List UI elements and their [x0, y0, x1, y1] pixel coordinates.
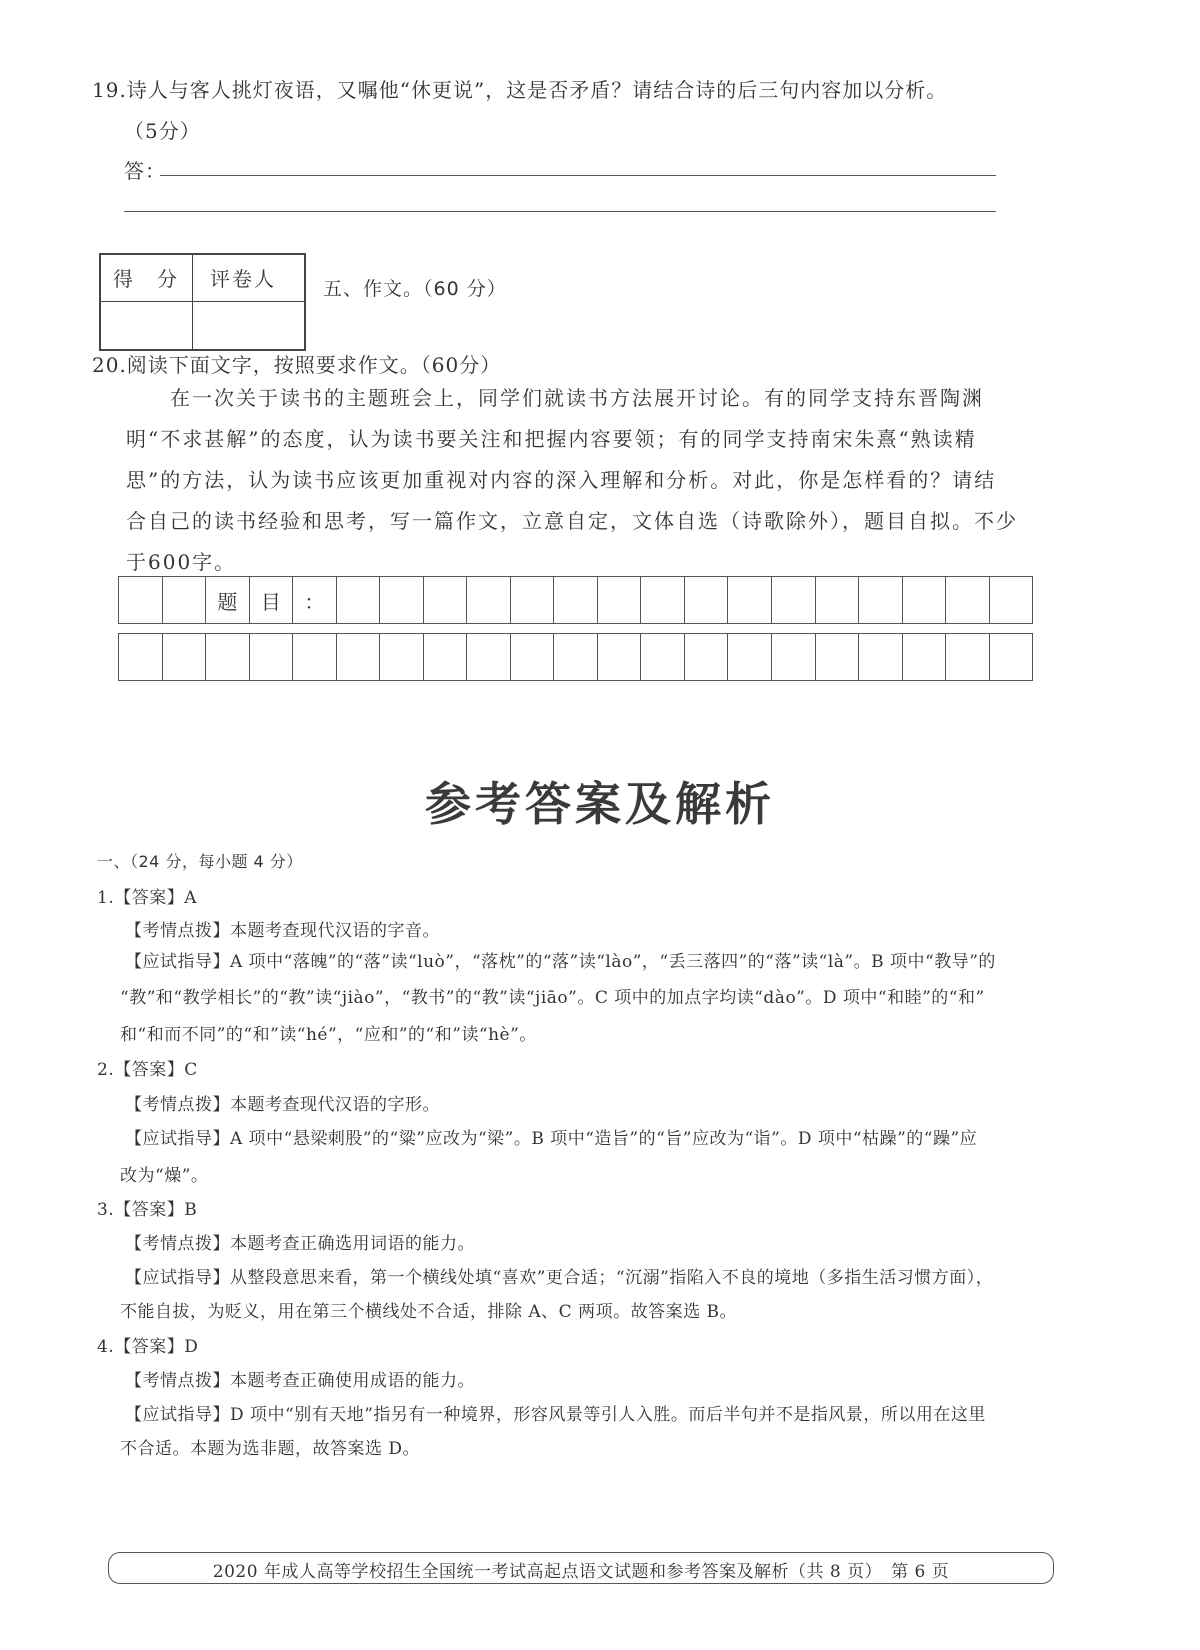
- grid-cell[interactable]: [424, 634, 468, 680]
- q20-prompt: [126, 378, 1056, 583]
- page-footer: [108, 1552, 1054, 1584]
- grid-cell[interactable]: [859, 634, 903, 680]
- answer-explanation-line: 【应试指导】A 项中“落魄”的“落”读“luò”，“落枕”的“落”读“lào”，“丢三落四”的“落”读“là”。B 项中“教导”的: [125, 952, 996, 972]
- grid-cell[interactable]: [163, 577, 207, 623]
- grid-cell[interactable]: [816, 634, 860, 680]
- grid-cell[interactable]: [206, 634, 250, 680]
- grid-cell[interactable]: [467, 634, 511, 680]
- score-table-header-grader: 评卷人: [210, 267, 276, 291]
- grid-cell[interactable]: 题: [206, 577, 250, 623]
- grid-cell[interactable]: [685, 577, 729, 623]
- grid-cell[interactable]: [816, 577, 860, 623]
- grid-cell[interactable]: [728, 577, 772, 623]
- grid-cell[interactable]: [772, 634, 816, 680]
- answer-explanation-line: 【应试指导】从整段意思来看，第一个横线处填“喜欢”更合适；“沉溺”指陷入不良的境地（多指生活习惯方面），: [125, 1268, 994, 1288]
- grid-cell[interactable]: [641, 577, 685, 623]
- answer-explanation-line: 改为“燥”。: [120, 1166, 209, 1186]
- grid-cell[interactable]: [467, 577, 511, 623]
- title-grid-row[interactable]: [118, 576, 1033, 624]
- grid-cell[interactable]: 目: [250, 577, 294, 623]
- q19-points: （5分）: [124, 119, 201, 143]
- answer-explanation-line: 【应试指导】D 项中“别有天地”指另有一种境界，形容风景等引人入胜。而后半句并不是指风景，所以用在这里: [125, 1405, 986, 1425]
- grid-cell[interactable]: [990, 577, 1033, 623]
- grid-cell[interactable]: [685, 634, 729, 680]
- grid-cell[interactable]: [293, 634, 337, 680]
- grid-cell[interactable]: [119, 577, 163, 623]
- answers-title: 参考答案及解析: [425, 777, 775, 831]
- q20-prompt-line: 在一次关于读书的主题班会上，同学们就读书方法展开讨论。有的同学支持东晋陶渊: [170, 386, 984, 410]
- grid-cell[interactable]: [511, 577, 555, 623]
- grid-cell[interactable]: [728, 634, 772, 680]
- grid-cell[interactable]: ：: [293, 577, 337, 623]
- grid-cell[interactable]: [903, 634, 947, 680]
- answer-explanation-line: 【考情点拨】本题考查现代汉语的字形。: [125, 1095, 440, 1115]
- q20-prompt-line: 合自己的读书经验和思考，写一篇作文，立意自定，文体自选（诗歌除外），题目自拟。不少: [126, 509, 1018, 533]
- q20-stem: 20.阅读下面文字，按照要求作文。（60分）: [92, 353, 502, 377]
- grid-cell[interactable]: [424, 577, 468, 623]
- answer-line-2[interactable]: [124, 211, 996, 212]
- answer-key-line: 3.【答案】B: [97, 1200, 198, 1220]
- writing-grid-row[interactable]: [118, 633, 1033, 681]
- grid-cell[interactable]: [903, 577, 947, 623]
- grid-cell[interactable]: [511, 634, 555, 680]
- answer-key-line: 4.【答案】D: [97, 1337, 199, 1357]
- q19-answer-label: 答：: [124, 159, 166, 183]
- score-table: [99, 253, 306, 351]
- score-table-header-score: 得 分: [113, 267, 179, 291]
- q20-prompt-line: 明“不求甚解”的态度，认为读书要关注和把握内容要领；有的同学支持南宋朱熹“熟读精: [126, 427, 977, 451]
- answer-key-line: 2.【答案】C: [97, 1060, 198, 1080]
- grid-cell[interactable]: [380, 577, 424, 623]
- grid-cell[interactable]: [990, 634, 1033, 680]
- grid-cell[interactable]: [598, 634, 642, 680]
- answer-explanation-line: 【应试指导】A 项中“悬梁刺股”的“粱”应改为“梁”。B 项中“造旨”的“旨”应改为“诣”。D 项中“枯躁”的“躁”应: [125, 1129, 978, 1149]
- grid-cell[interactable]: [946, 577, 990, 623]
- grid-cell[interactable]: [859, 577, 903, 623]
- answer-explanation-line: “教”和“教学相长”的“教”读“jiào”，“教书”的“教”读“jiāo”。C 项中的加点字均读“dào”。D 项中“和睦”的“和”: [120, 988, 985, 1008]
- grid-cell[interactable]: [641, 634, 685, 680]
- grid-cell[interactable]: [946, 634, 990, 680]
- section5-title: 五、作文。（60 分）: [323, 278, 507, 300]
- answers-section1: 一、（24 分，每小题 4 分）: [97, 852, 303, 871]
- answer-explanation-line: 【考情点拨】本题考查正确使用成语的能力。: [125, 1371, 475, 1391]
- grid-cell[interactable]: [337, 577, 381, 623]
- q20-prompt-line: 于600字。: [126, 550, 237, 574]
- q19-stem: 19.诗人与客人挑灯夜语，又嘱他“休更说”，这是否矛盾？请结合诗的后三句内容加以分析。: [92, 78, 948, 102]
- answer-key-line: 1.【答案】A: [97, 888, 197, 908]
- q20-prompt-line: 思”的方法，认为读书应该更加重视对内容的深入理解和分析。对此，你是怎样看的？请结: [126, 468, 997, 492]
- answer-line-1[interactable]: [160, 175, 996, 176]
- grid-cell[interactable]: [337, 634, 381, 680]
- grid-cell[interactable]: [119, 634, 163, 680]
- grid-cell[interactable]: [250, 634, 294, 680]
- grid-cell[interactable]: [554, 634, 598, 680]
- grid-cell[interactable]: [163, 634, 207, 680]
- grid-cell[interactable]: [772, 577, 816, 623]
- answer-explanation-line: 不能自拔，为贬义，用在第三个横线处不合适，排除 A、C 两项。故答案选 B。: [120, 1302, 737, 1322]
- answer-explanation-line: 和“和而不同”的“和”读“hé”，“应和”的“和”读“hè”。: [120, 1025, 537, 1045]
- grid-cell[interactable]: [554, 577, 598, 623]
- grid-cell[interactable]: [380, 634, 424, 680]
- grid-cell[interactable]: [598, 577, 642, 623]
- answer-explanation-line: 【考情点拨】本题考查正确选用词语的能力。: [125, 1234, 475, 1254]
- answer-explanation-line: 【考情点拨】本题考查现代汉语的字音。: [125, 921, 440, 941]
- footer-text: 2020 年成人高等学校招生全国统一考试高起点语文试题和参考答案及解析（共 8 页） 第 6 页: [212, 1562, 950, 1582]
- answer-explanation-line: 不合适。本题为选非题，故答案选 D。: [120, 1439, 421, 1459]
